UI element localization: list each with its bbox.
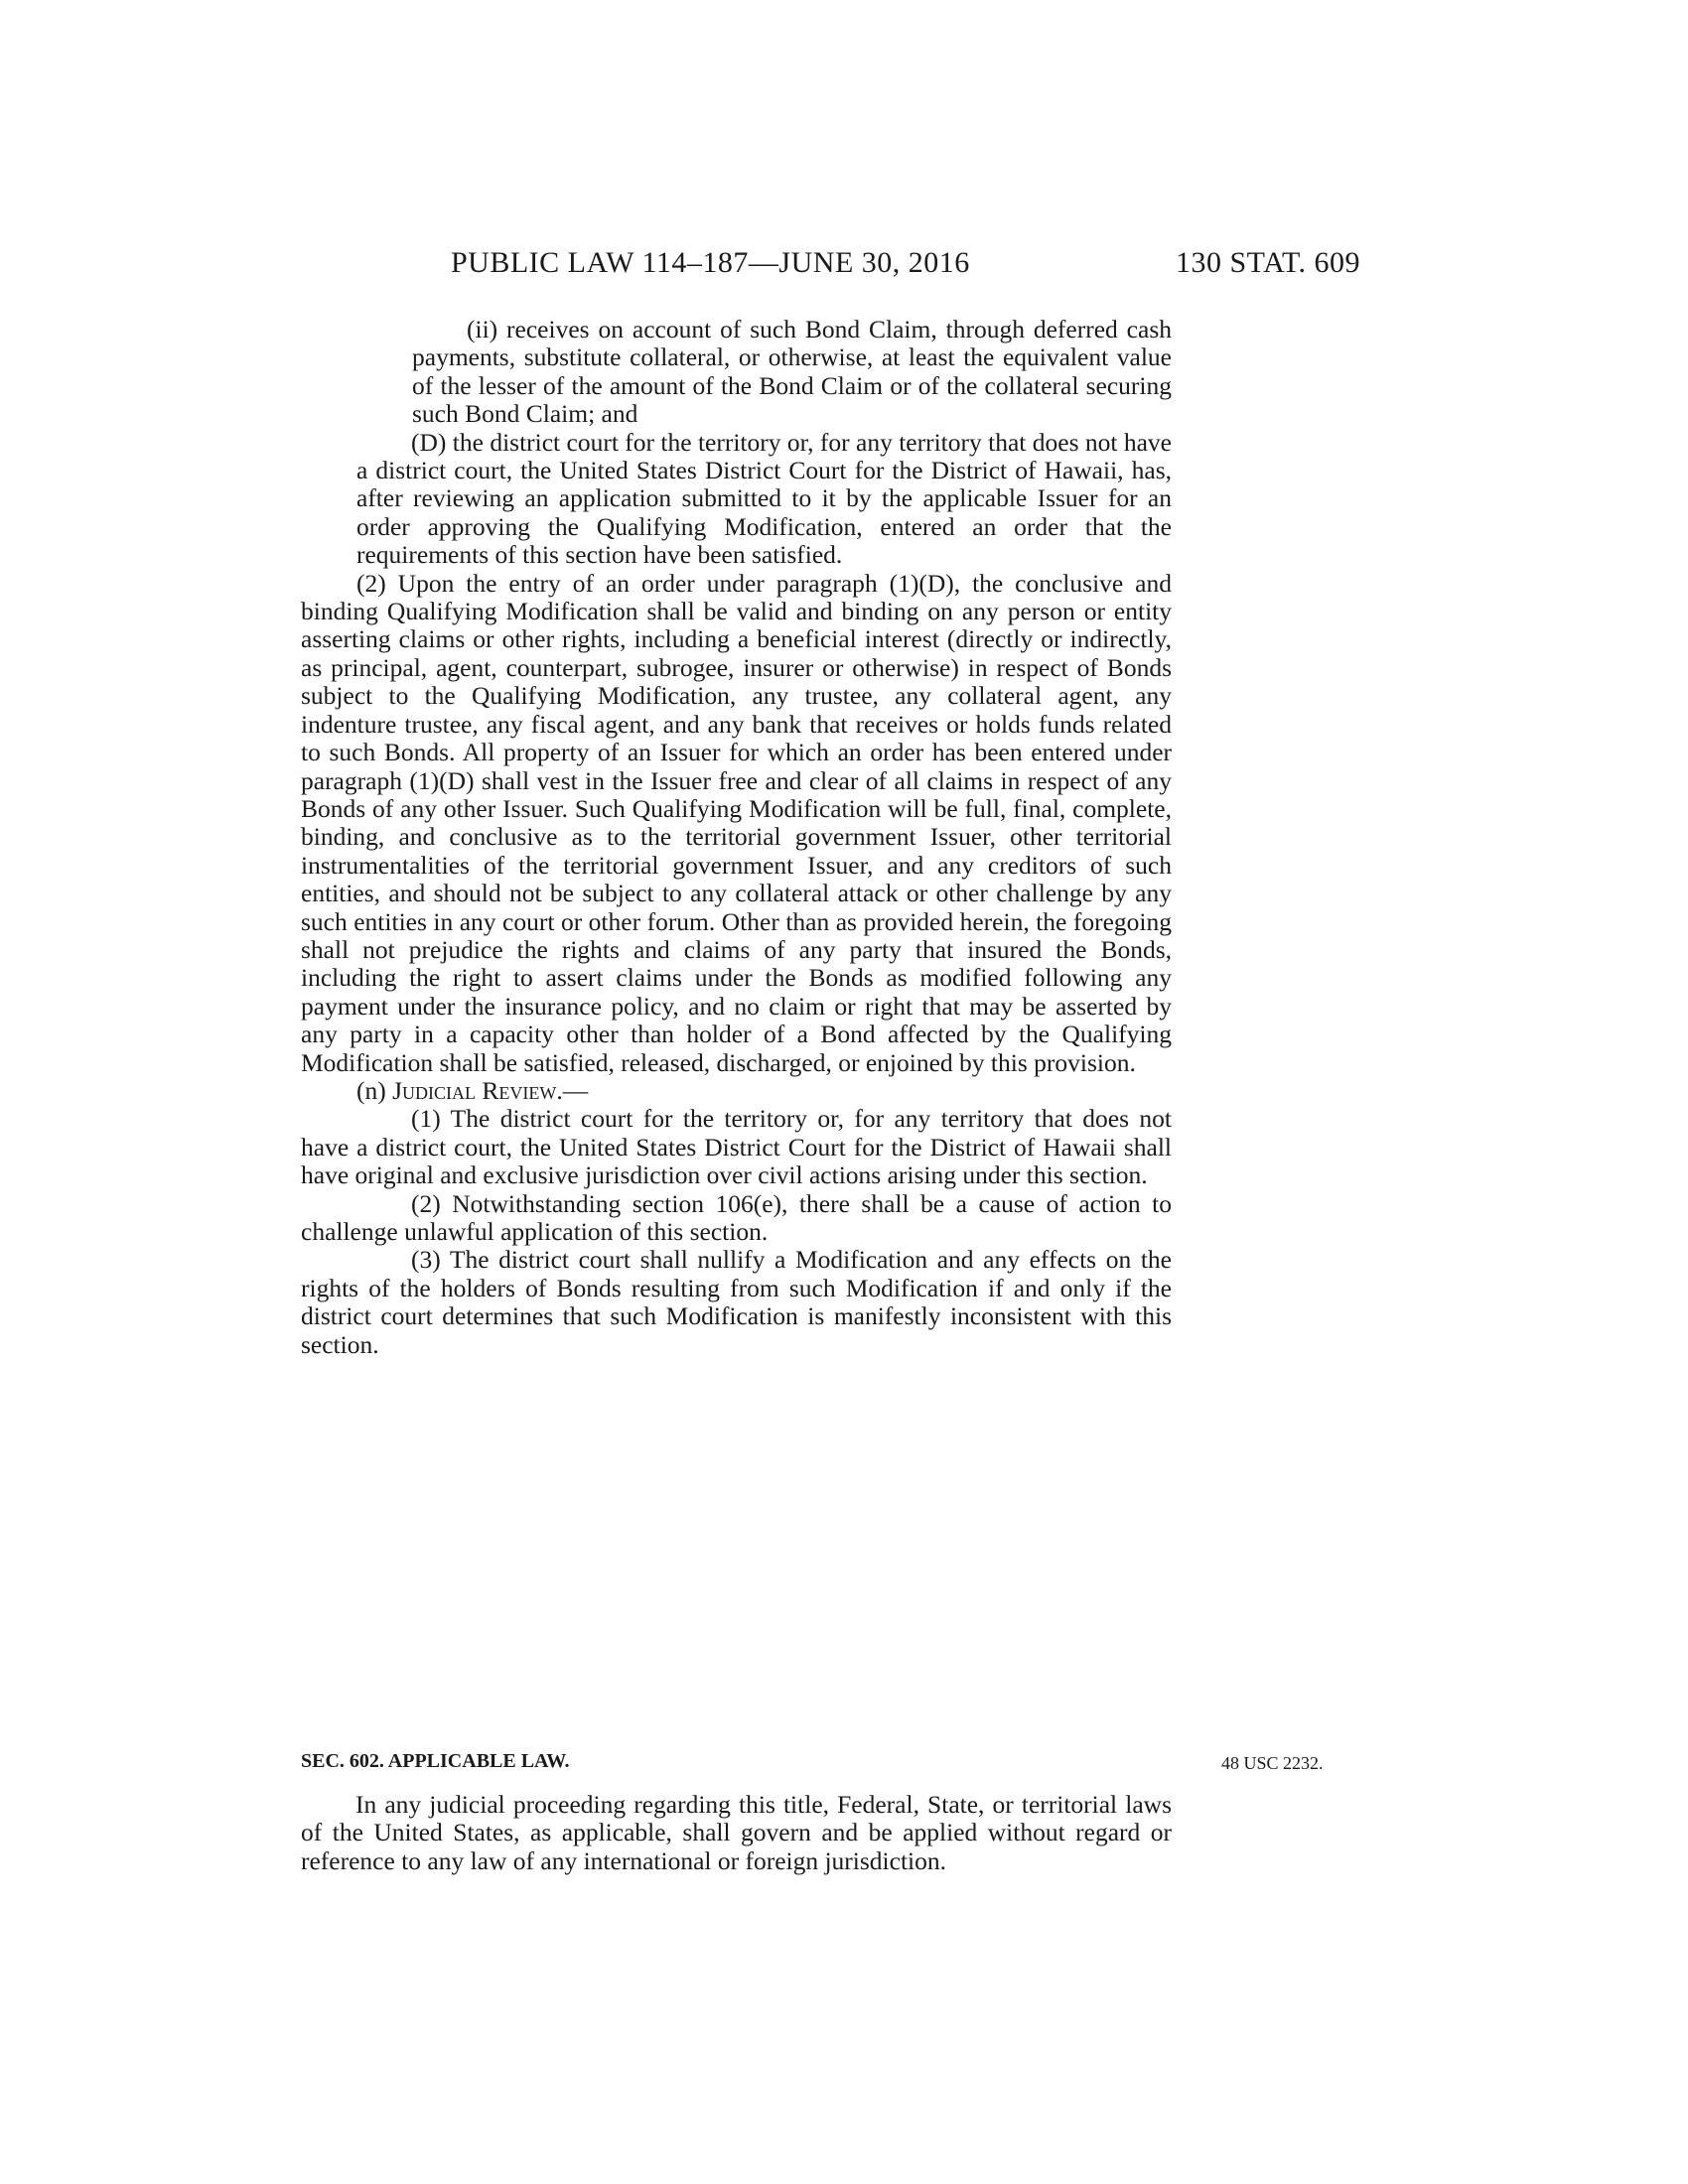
page-number: 130 STAT. 609 [1176, 246, 1361, 279]
subsection-n-label: (n) [356, 1075, 393, 1105]
subparagraph-d: (D) the district court for the territory or, for any territory that does not have a district court, the United States District Court for the District of Hawaii, has, after reviewing an application submitted to it by the applicable Issuer for an order approving the Qualifying Modification, entered an order that the requirements of this section have been satisfied. [356, 427, 1172, 570]
subsection-n-1: (1) The district court for the territory or, for any territory that does not have a district court, the United States District Court for the District of Hawaii shall have original and exclusive jurisdiction over civil actions arising under this section. [301, 1104, 1172, 1190]
section-body-text: In any judicial proceeding regarding this title, Federal, State, or territorial laws of the United States, as applicable, shall govern and be applied without regard or reference to any law of any international or foreign jurisdiction. [301, 1790, 1172, 1875]
subsection-n-title: Judicial Review. [392, 1075, 563, 1105]
subsection-n-heading [301, 1077, 1172, 1105]
subsection-n-3: (3) The district court shall nullify a Modification and any effects on the rights of the holders of Bonds resulting from such Modification if and only if the district court determines that such Modification is manifestly inconsistent with this section. [301, 1245, 1172, 1359]
running-header-title: PUBLIC LAW 114–187—JUNE 30, 2016 [451, 246, 970, 279]
paragraph-2: (2) Upon the entry of an order under paragraph (1)(D), the conclusive and binding Qualifying Modification shall be valid and binding on any person or entity asserting claims or other rights, including a beneficial interest (directly or indirectly, as principal, agent, counterpart, subrogee, insurer or otherwise) in respect of Bonds subject to the Qualifying Modification, any trustee, any collateral agent, any indenture trustee, any fiscal agent, and any bank that receives or holds funds related to such Bonds. All property of an Issuer for which an order has been entered under paragraph (1)(D) shall vest in the Issuer free and clear of all claims in respect of any Bonds of any other Issuer. Such Qualifying Modification will be full, final, complete, binding, and conclusive as to the territorial government Issuer, other territorial instrumentalities of the territorial government Issuer, and any creditors of such entities, and should not be subject to any collateral attack or other challenge by any such entities in any court or other forum. Other than as provided herein, the foregoing shall not prejudice the rights and claims of any party that insured the Bonds, including the right to assert claims under the Bonds as modified following any payment under the insurance policy, and no claim or right that may be asserted by any party in a capacity other than holder of a Bond affected by the Qualifying Modification shall be satisfied, released, discharged, or enjoined by this provision. [301, 568, 1172, 1077]
section-heading: SEC. 602. APPLICABLE LAW. [301, 1750, 570, 1772]
margin-note: 48 USC 2232. [1221, 1753, 1324, 1773]
main-text [301, 316, 1172, 1359]
section-body [301, 1791, 1172, 1875]
subsection-n-dash: — [562, 1075, 589, 1105]
subsection-n-2: (2) Notwithstanding section 106(e), there shall be a cause of action to challenge unlawful application of this section. [301, 1188, 1172, 1246]
clause-ii: (ii) receives on account of such Bond Claim, through deferred cash payments, substitute collateral, or otherwise, at least the equivalent value of the lesser of the amount of the Bond Claim or of the collateral securing such Bond Claim; and [412, 315, 1172, 429]
